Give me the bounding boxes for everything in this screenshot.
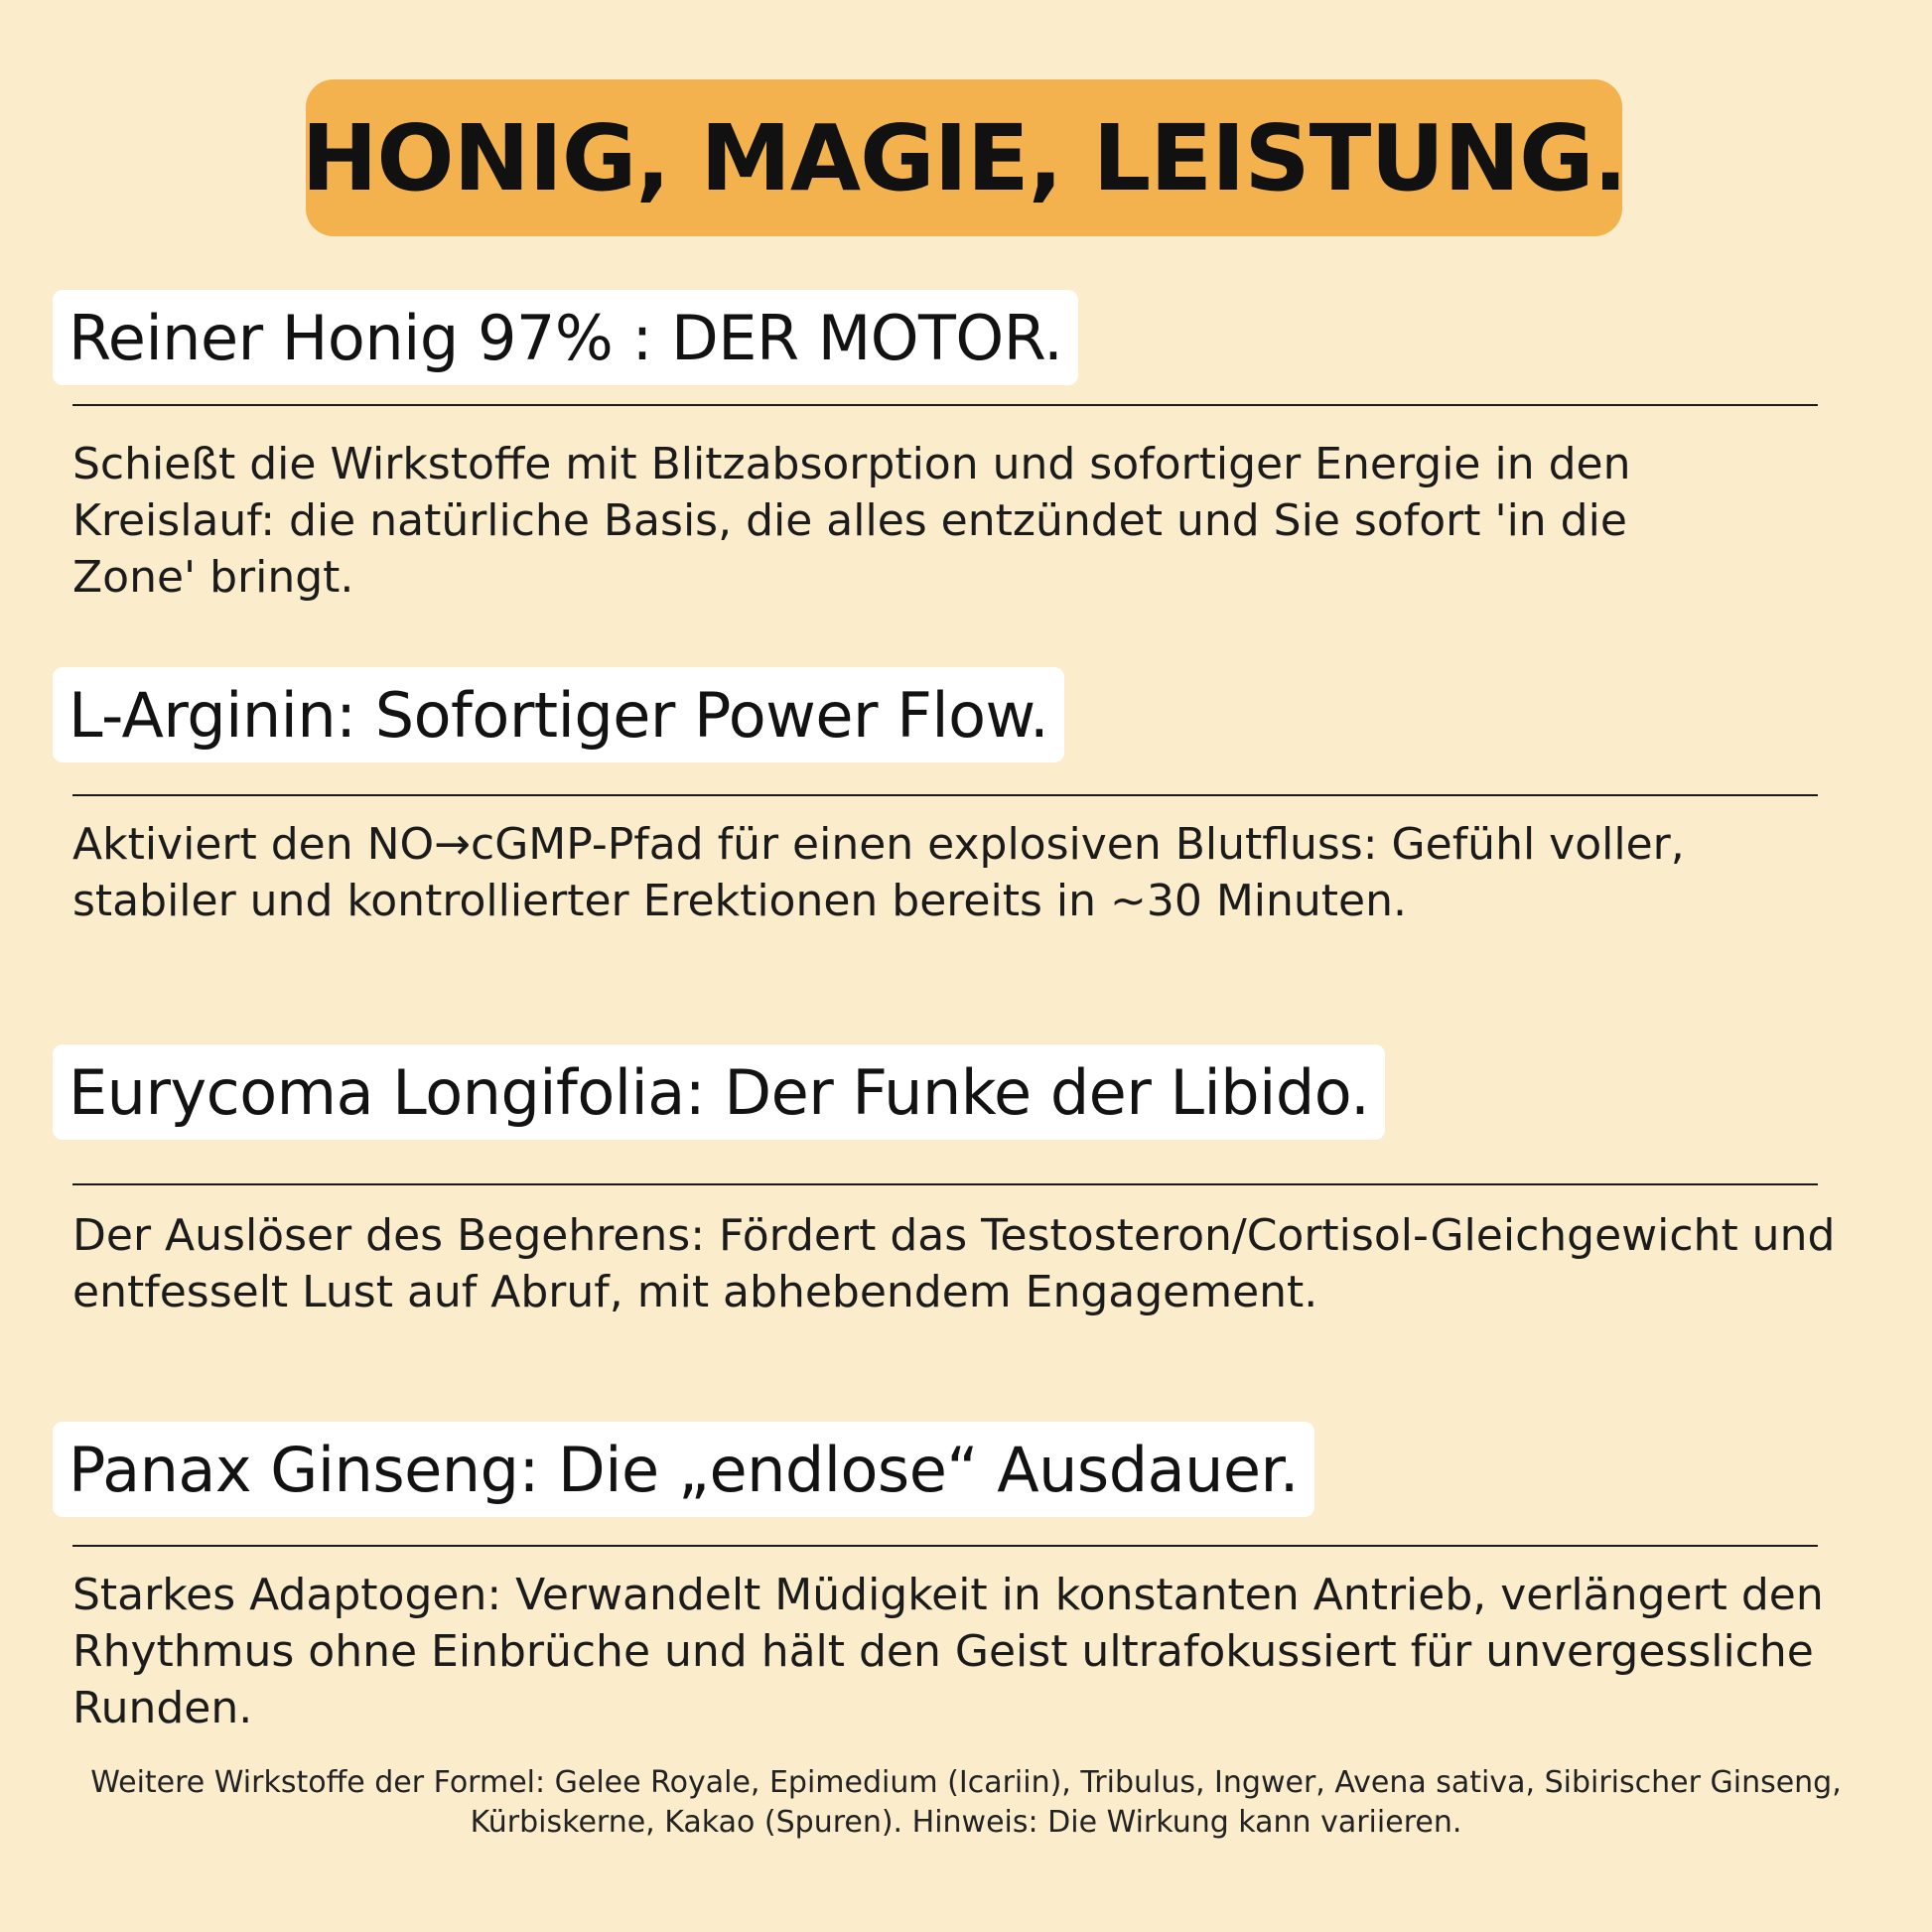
section-heading: L-Arginin: Sofortiger Power Flow. xyxy=(69,678,1049,752)
section-description: Der Auslöser des Begehrens: Fördert das Testosteron/Cortisol-Gleichgewicht und entfesselt Lust auf Abruf, mit abhebendem Engagement. xyxy=(72,1210,1836,1317)
divider-line xyxy=(72,1183,1818,1185)
section-heading: Eurycoma Longifolia: Der Funke der Libido. xyxy=(69,1055,1370,1129)
section-heading-box xyxy=(53,667,1064,762)
section-heading: Panax Ginseng: Die „endlose“ Ausdauer. xyxy=(69,1433,1300,1506)
divider-line xyxy=(72,404,1818,406)
section-heading-box xyxy=(53,1044,1385,1140)
section-description: Starkes Adaptogen: Verwandelt Müdigkeit in konstanten Antrieb, verlängert den Rhythmus ohne Einbrüche und hält den Geist ultrafokussiert für unvergessliche Runden. xyxy=(72,1570,1824,1733)
section-heading-box xyxy=(53,1422,1314,1517)
title-banner xyxy=(301,79,1627,236)
page-title: HONIG, MAGIE, LEISTUNG. xyxy=(301,104,1627,211)
divider-line xyxy=(72,1545,1818,1547)
section-heading-box xyxy=(53,290,1078,385)
section-description: Schießt die Wirkstoffe mit Blitzabsorption und sofortiger Energie in den Kreislauf: die natürliche Basis, die alles entzündet und Sie sofort 'in die Zone' bringt. xyxy=(72,439,1631,603)
footnote: Weitere Wirkstoffe der Formel: Gelee Royale, Epimedium (Icariin), Tribulus, Ingwer, Avena sativa, Sibirischer Ginseng, Kürbiskerne, Kakao (Spuren). Hinweis: Die Wirkung kann variieren. xyxy=(90,1765,1842,1840)
divider-line xyxy=(72,794,1818,796)
section-heading: Reiner Honig 97% : DER MOTOR. xyxy=(69,301,1063,374)
section-description: Aktiviert den NO→cGMP-Pfad für einen explosiven Blutfluss: Gefühl voller, stabiler und kontrollierter Erektionen bereits in ~30 Minuten. xyxy=(72,819,1685,926)
